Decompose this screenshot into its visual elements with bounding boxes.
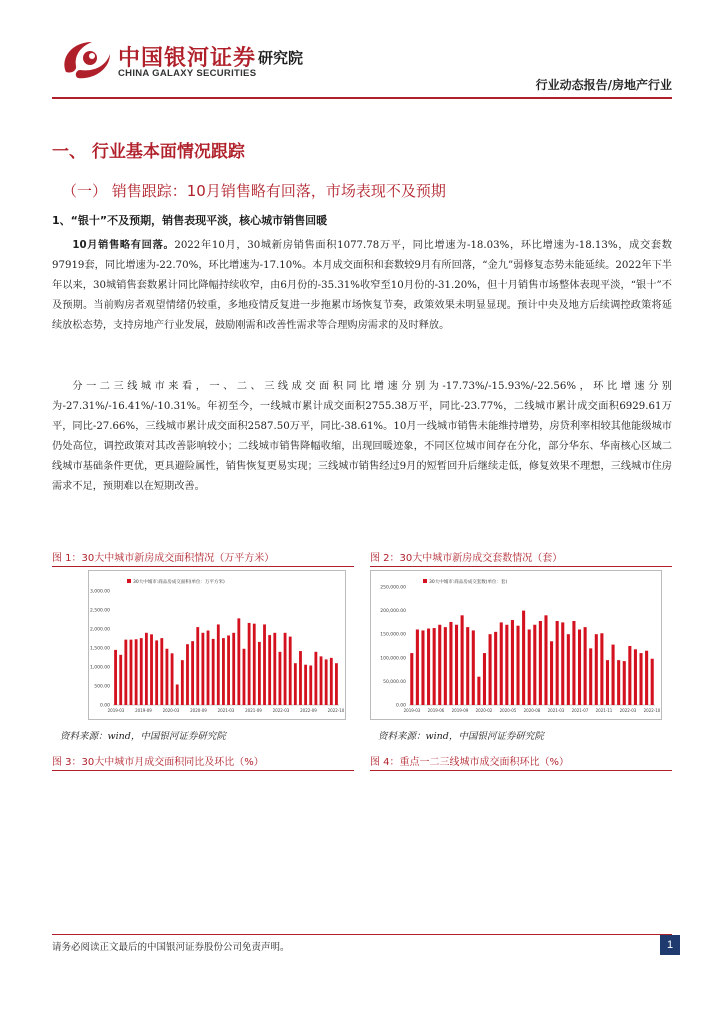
bar — [533, 625, 536, 705]
x-tick-label: 2021-03 — [547, 708, 565, 713]
bar — [130, 640, 133, 705]
bar — [444, 627, 447, 705]
bar — [651, 659, 654, 705]
report-type: 行业动态报告/房地产行业 — [535, 78, 672, 92]
x-tick-label: 2019-09 — [135, 708, 152, 713]
figure-1-chart — [89, 571, 345, 719]
bar — [595, 634, 598, 705]
bar — [304, 665, 307, 705]
bar — [466, 627, 469, 705]
y-tick-label: 50,000.00 — [383, 679, 406, 685]
x-tick-label: 2020-05 — [499, 708, 517, 713]
galaxy-logo-icon — [58, 38, 114, 82]
y-tick-label: 150,000.00 — [380, 632, 406, 638]
bar — [516, 626, 519, 705]
bar — [578, 629, 581, 705]
bar — [248, 623, 251, 705]
y-tick-label: 2,000.00 — [89, 627, 110, 633]
bar — [124, 640, 127, 705]
y-tick-label: 3,000.00 — [89, 589, 110, 595]
x-tick-label: 2021-07 — [571, 708, 589, 713]
figure-1-title: 图 1：30大中城市新房成交面积情况（万平方米） — [52, 553, 275, 564]
figure-1-source: 资料来源：wind，中国银河证券研究院 — [60, 731, 226, 742]
bar — [617, 660, 620, 705]
bar — [539, 621, 542, 705]
bar — [299, 651, 302, 705]
bar — [181, 660, 184, 705]
figure-2-chart — [371, 571, 661, 719]
paragraph-1-body: 2022年10月，30城新房销售面积1077.78万平，同比增速为-18.03%，环比增速为-18.13%，成交套数97919套，同比增速为-22.70%，环比增速为-17.10%。本月成交面积和套数较9月有所回落，“金九”弱修复态势未能延续。2022年下半年以来，30城销售套数累计同比降幅持续收窄，由6月份的-35.31%收窄至10月份的-31.20%，但十月销售市场整体表现平淡，“银十”不及预期。当前购房者观望情绪仍较重，多地疫情反复进一步拖累市场恢复节奏，政策效果未明显显现。预计中央及地方后续调控政策将延续放松态势，支持房地产行业发展，鼓励刚需和改善性需求等合理购房需求的及时释放。 — [52, 240, 672, 331]
bar — [212, 639, 215, 705]
bar — [600, 633, 603, 705]
bar — [455, 625, 458, 705]
bar — [320, 656, 323, 705]
bar — [263, 624, 266, 705]
figure-4-title: 图 4：重点一二三线城市成交面积环比（%） — [370, 757, 570, 768]
logo-text-cn: 中国银河证券 — [118, 46, 257, 71]
bar — [289, 637, 292, 705]
bar — [253, 624, 256, 705]
x-tick-label: 2021-03 — [217, 708, 235, 713]
x-tick-label: 2019-03 — [107, 708, 125, 713]
figure-2-rule — [370, 566, 672, 567]
y-tick-label: 1,500.00 — [89, 646, 110, 652]
figure-2-chart-frame — [370, 570, 662, 720]
bar — [500, 622, 503, 705]
bar — [217, 624, 220, 705]
bar — [612, 645, 615, 705]
x-tick-label: 2022-09 — [300, 708, 317, 713]
bar — [589, 648, 592, 705]
bar — [258, 642, 261, 705]
bar — [145, 633, 148, 705]
bar — [427, 629, 430, 705]
bar — [433, 628, 436, 705]
bar — [176, 684, 179, 705]
bar — [232, 633, 235, 705]
footer-disclaimer: 请务必阅读正文最后的中国银河证券股份公司免责声明。 — [52, 942, 290, 953]
header-divider — [52, 97, 672, 99]
x-tick-label: 2020-02 — [475, 708, 493, 713]
bar — [186, 644, 189, 705]
y-tick-label: 0.00 — [99, 703, 110, 709]
bar — [567, 634, 570, 705]
bar — [325, 659, 328, 705]
bar — [544, 615, 547, 705]
paragraph-1-lead: 10月销售略有回落。 — [72, 240, 175, 251]
bar — [309, 665, 312, 705]
y-tick-label: 1,000.00 — [89, 665, 110, 671]
figure-4-rule — [370, 770, 672, 771]
x-tick-label: 2019-06 — [427, 708, 445, 713]
y-tick-label: 200,000.00 — [380, 609, 406, 615]
bar — [438, 625, 441, 705]
y-tick-label: 2,500.00 — [89, 608, 110, 614]
bar — [522, 611, 525, 705]
bar — [421, 630, 424, 705]
bar — [201, 633, 204, 705]
y-tick-label: 100,000.00 — [380, 656, 406, 662]
bar — [227, 635, 230, 705]
x-tick-label: 2020-03 — [162, 708, 180, 713]
bar — [119, 655, 122, 705]
bar — [140, 638, 143, 705]
logo-text-en: CHINA GALAXY SECURITIES — [118, 68, 257, 79]
figure-3-rule — [52, 770, 354, 771]
paragraph-2: 分一二三线城市来看，一、二、三线成交面积同比增速分别为-17.73%/-15.93%/-22.56%，环比增速分别为-27.31%/-16.41%/-10.31%。年初至今，一线城市累计成交面积2755.38万平，同比-23.77%，二线城市累计成交面积6929.61万平，同比-27.66%，三线城市累计成交面积2587.50万平，同比-38.61%。10月一线城市销售未能维持增势，房贷利率相较其他能级城市仍处高位，调控政策对其改善影响较小；二线城市销售降幅收缩，出现回暖迹象，不同区位城市间存在分化，部分华东、华南核心区域二线城市基础条件更优，更具避险属性，销售恢复更易实现；三线城市销售经过9月的短暂回升后继续走低，修复效果不理想，三线城市住房需求不足，预期难以在短期改善。 — [52, 381, 672, 492]
section-heading: 一、 行业基本面情况跟踪 — [52, 142, 245, 162]
x-tick-label: 2019-03 — [403, 708, 421, 713]
bar — [472, 630, 475, 705]
figure-1-rule — [52, 566, 354, 567]
institute-label: 研究院 — [258, 49, 304, 67]
bar — [284, 633, 287, 705]
bar — [461, 615, 464, 705]
x-tick-label: 2020-09 — [190, 708, 207, 713]
bar — [155, 640, 158, 705]
bar — [623, 661, 626, 705]
bar — [645, 651, 648, 705]
bar — [243, 649, 246, 705]
bar — [237, 618, 240, 705]
x-tick-label: 2022-10 — [327, 708, 345, 713]
bar — [561, 622, 564, 705]
bar — [207, 631, 210, 705]
x-tick-label: 2022-03 — [619, 708, 637, 713]
x-tick-label: 2021-09 — [245, 708, 262, 713]
bar — [135, 639, 138, 705]
x-tick-label: 2022-03 — [272, 708, 290, 713]
bar — [505, 625, 508, 705]
bar — [330, 658, 333, 705]
legend-label: 30大中城市:商品房成交面积(单位：万平方米) — [133, 580, 225, 585]
paragraph-1 — [52, 236, 672, 336]
footer-divider — [52, 934, 672, 935]
legend-swatch — [423, 579, 427, 583]
figure-2-title: 图 2：30大中城市新房成交套数情况（套） — [370, 553, 563, 564]
topic-heading: 1、“银十”不及预期，销售表现平淡，核心城市销售回暖 — [52, 214, 328, 227]
y-tick-label: 0.00 — [395, 703, 406, 709]
bar — [416, 629, 419, 705]
bar — [166, 649, 169, 705]
bar — [572, 621, 575, 705]
bar — [528, 629, 531, 705]
x-tick-label: 2022-10 — [643, 708, 661, 713]
bar — [191, 641, 194, 705]
bar — [196, 627, 199, 705]
bar — [294, 663, 297, 705]
bar — [273, 633, 276, 705]
bar — [477, 677, 480, 705]
bar — [606, 660, 609, 705]
bar — [222, 638, 225, 705]
bar — [150, 634, 153, 705]
bar — [268, 635, 271, 705]
bar — [639, 653, 642, 705]
bar — [171, 653, 174, 705]
bar — [628, 646, 631, 705]
bar — [550, 641, 553, 705]
x-tick-label: 2020-08 — [523, 708, 541, 713]
bar — [335, 663, 338, 705]
bar — [584, 627, 587, 705]
x-tick-label: 2021-11 — [595, 708, 613, 713]
legend-swatch — [127, 579, 131, 583]
subsection-heading: （一） 销售跟踪：10月销售略有回落，市场表现不及预期 — [62, 182, 446, 200]
y-tick-label: 500.00 — [94, 684, 110, 690]
y-tick-label: 250,000.00 — [380, 585, 406, 591]
legend-label: 30大中城市:商品房成交套数(单位：套) — [429, 580, 508, 585]
bar — [483, 653, 486, 705]
bar — [511, 620, 514, 705]
x-tick-label: 2019-09 — [451, 708, 469, 713]
page-number: 1 — [660, 935, 680, 955]
figure-2-source: 资料来源：wind，中国银河证券研究院 — [378, 731, 544, 742]
bar — [279, 652, 282, 705]
figure-3-title: 图 3：30大中城市月成交面积同比及环比（%） — [52, 757, 264, 768]
bar — [314, 652, 317, 705]
bar — [494, 632, 497, 705]
bar — [114, 650, 117, 705]
bar — [160, 638, 163, 705]
bar — [489, 634, 492, 705]
bar — [410, 653, 413, 705]
bar — [634, 649, 637, 705]
figure-1-chart-frame — [88, 570, 346, 720]
bar — [449, 622, 452, 705]
bar — [556, 621, 559, 705]
